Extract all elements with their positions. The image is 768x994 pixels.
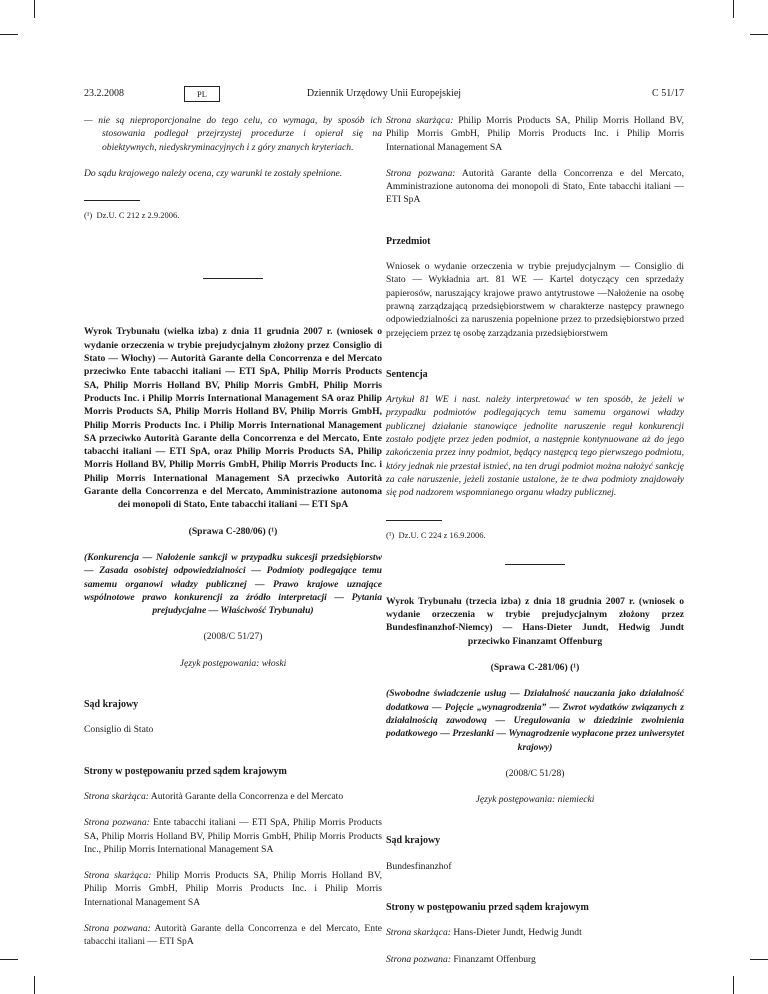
party-entry (386, 953, 684, 966)
dash-item: — nie są nieproporcjonalne do tego celu, co wymaga, by sposób ich stosowania podlegał przejrzystej procedurze i opierał się na obiektywnych, niedyskryminacyjnych i z góry znanych kryteriach. (84, 115, 382, 153)
right-column (386, 114, 684, 966)
party-entry (386, 926, 684, 939)
language-badge: PL (184, 86, 220, 102)
party-text: Philip Morris Products SA, Philip Morris Holland BV, Philip Morris GmbH, Philip Morris Products Inc. i Philip Morris International Management SA (84, 870, 382, 908)
party-text: Philip Morris Products SA, Philip Morris Holland BV, Philip Morris GmbH, Philip Morris Products Inc. i Philip Morris International Management SA (386, 115, 684, 153)
crop-mark (0, 34, 18, 35)
party-entry (386, 114, 684, 154)
national-court-value: Consiglio di Stato (84, 724, 154, 736)
party-label: Strona skarżąca: (386, 927, 451, 939)
party-label: Strona pozwana: (386, 167, 456, 179)
left-column (84, 114, 382, 949)
party-text: Ente tabacchi italiani — ETI SpA, Philip Morris Products SA, Philip Morris Holland BV, Philip Morris GmbH, Philip Morris Products Inc., Philip Morris International Management SA (84, 817, 382, 855)
party-label: Strona skarżąca: (386, 115, 454, 126)
party-label: Strona pozwana: (84, 817, 150, 829)
parties-heading: Strony w postępowaniu przed sądem krajowym (84, 765, 287, 777)
case-number: (Sprawa C-280/06) (¹) (188, 525, 278, 537)
party-label: Strona pozwana: (386, 953, 451, 965)
subject-heading: Przedmiot (386, 235, 431, 247)
party-text: Hans-Dieter Jundt, Hedwig Jundt (450, 927, 582, 939)
party-text: Autorità Garante della Concorrenza e del Mercato (148, 790, 344, 802)
footnote-number: (¹) (84, 210, 93, 221)
national-court-heading: Sąd krajowy (386, 835, 441, 847)
crop-mark (733, 976, 734, 994)
case-reference: (2008/C 51/27) (203, 631, 263, 643)
party-entry (84, 790, 382, 803)
case-title: Wyrok Trybunału (trzecia izba) z dnia 18 grudnia 2007 r. (wniosek o wydanie orzeczenia w trybie prejudycjalnym złożony przez Bundesfinanzhof-Niemcy) — Hans-Dieter Jundt, Hedwig Jundt przeciwko Finanzamt Offenburg (386, 595, 684, 647)
separator-rule (505, 564, 565, 565)
party-text: Autorità Garante della Concorrenza e del Mercato, Ente tabacchi italiani — ETI SpA (84, 922, 382, 948)
case-language: Język postępowania: niemiecki (475, 794, 595, 806)
separator-rule (203, 278, 263, 279)
national-court-value: Bundesfinanzhof (386, 860, 452, 872)
case-reference: (2008/C 51/28) (505, 767, 565, 779)
party-entry (84, 869, 382, 909)
crop-mark (34, 976, 35, 994)
footnote-rule (386, 520, 442, 521)
parties-heading: Strony w postępowaniu przed sądem krajowym (386, 901, 589, 913)
header-date: 23.2.2008 (84, 88, 124, 99)
ruling-text: Artykuł 81 WE i nast. należy interpretować w ten sposób, że jeżeli w przypadku podmiotów podlegających temu samemu organowi władzy publicznej działanie stanowiące jednolite naruszenie reguł konkurencji zostało podjęte przez jeden podmiot, a następnie kontynuowane aż do jego zakończenia przez inny podmiot, będący następcą tego pierwszego podmiotu, który jednak nie przestał istnieć, na ten drugi podmiot można nałożyć sankcję za całe naruszenie, jeżeli zostanie ustalone, że te dwa podmioty znajdowały się pod nadzorem wspomnianego organu władzy publicznej. (386, 394, 684, 499)
party-entry (84, 816, 382, 856)
footnote-number: (¹) (386, 529, 395, 540)
crop-mark (750, 34, 768, 35)
assessment-text: Do sądu krajowego należy ocena, czy warunki te zostały spełnione. (84, 167, 343, 179)
crop-mark (733, 0, 734, 18)
crop-mark (750, 959, 768, 960)
footnote (386, 529, 684, 542)
party-label: Strona skarżąca: (84, 870, 152, 882)
case-language: Język postępowania: włoski (179, 657, 287, 669)
national-court-heading: Sąd krajowy (84, 699, 139, 711)
case-number: (Sprawa C-281/06) (¹) (490, 662, 580, 674)
party-entry (84, 922, 382, 949)
footnote (84, 209, 382, 222)
party-entry (386, 167, 684, 207)
ruling-heading: Sentencja (386, 368, 428, 380)
party-text: Finanzamt Offenburg (450, 953, 536, 965)
party-text: Autorità Garante della Concorrenza e del Mercato, Amministrazione autonoma dei monopoli di Stato, Ente tabacchi italiani — ETI SpA (386, 167, 684, 206)
case-keywords: (Swobodne świadczenie usług — Działalność nauczania jako działalność dodatkowa — Pojęcie „wynagrodzenia” — Zwrot wydatków związanych z działalnością zawodową — Uregulowania w dziedzinie zwolnienia podatkowego — Przesłanki — Wynagrodzenie wypłacone przez uniwersytet krajowy) (386, 688, 684, 753)
crop-mark (0, 959, 18, 960)
party-label: Strona skarżąca: (84, 790, 149, 802)
party-label: Strona pozwana: (84, 922, 151, 934)
footnote-rule (84, 200, 140, 201)
crop-mark (34, 0, 35, 18)
journal-title: Dziennik Urzędowy Unii Europejskiej (306, 88, 462, 99)
footnote-text: Dz.U. C 212 z 2.9.2006. (96, 210, 180, 221)
case-keywords: (Konkurencja — Nałożenie sankcji w przypadku sukcesji przedsiębiorstw — Zasada osobistej odpowiedzialności — Podmioty podlegające temu samemu organowi władzy publicznej — Prawo krajowe uznające wspólnotowe prawo konkurencji za źródło interpretacji — Pytania prejudycjalne — Właściwość Trybunału) (84, 551, 382, 617)
page-reference: C 51/17 (652, 88, 684, 99)
subject-text: Wniosek o wydanie orzeczenia w trybie prejudycjalnym — Consiglio di Stato — Wykładnia art. 81 WE — Kartel dotyczący cen sprzedaży papierosów, naruszający krajowe prawo antytrustowe —Nałożenie na osobę prawną zarządzającą przedsiębiorstwem w charakterze następcy prawnego odpowiedzialności za naruszenia popełnione przez to przedsiębiorstwo przed przejęciem przez tę osobę zarządzania przedsiębiorstwem (386, 261, 684, 339)
case-title: Wyrok Trybunału (wielka izba) z dnia 11 grudnia 2007 r. (wniosek o wydanie orzeczenia w trybie prejudycjalnym złożony przez Consiglio di Stato — Włochy) — Autorità Garante della Concorrenza e del Mercato przeciwko Ente tabacchi italiani — ETI SpA, Philip Morris Products SA, Philip Morris Holland BV, Philip Morris GmbH, Philip Morris Products Inc. i Philip Morris International Management SA oraz Philip Morris Products SA, Philip Morris Holland BV, Philip Morris GmbH, Philip Morris Products Inc. i Philip Morris International Management SA przeciwko Autorità Garante della Concorrenza e del Mercato, Ente tabacchi italiani — ETI SpA, oraz Philip Morris Products SA, Philip Morris Holland BV, Philip Morris GmbH, Philip Morris Products Inc. i Philip Morris International Management SA przeciwko Autorità Garante della Concorrenza e del Mercato, Amministrazione autonoma dei monopoli di Stato, Ente tabacchi italiani — ETI SpA (84, 326, 382, 511)
footnote-text: Dz.U. C 224 z 16.9.2006. (398, 529, 486, 540)
